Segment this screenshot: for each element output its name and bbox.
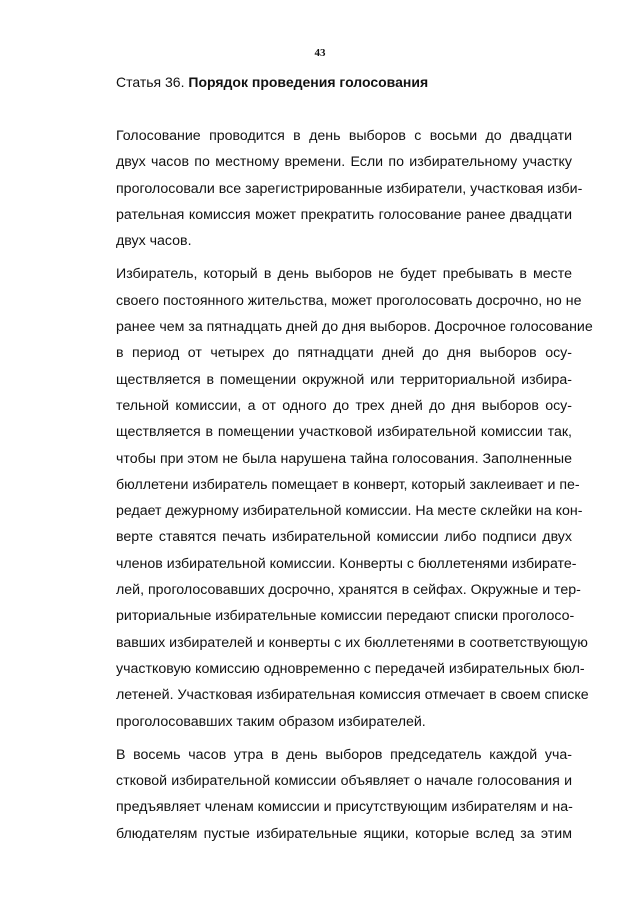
text-line: верте ставятся печать избирательной комиссии либо подписи двух [116, 529, 572, 546]
text-line: участковую комиссию одновременно с передачей избирательных бюл- [116, 660, 585, 677]
text-line: членов избирательной комиссии. Конверты с бюллетенями избирате- [116, 555, 577, 572]
text-line: бюллетени избиратель помещает в конверт, который заклеивает и пе- [116, 476, 580, 493]
text-line: чтобы при этом не была нарушена тайна голосования. Заполненные [116, 450, 572, 467]
text-line: проголосовали все зарегистрированные избиратели, участковая изби- [116, 180, 583, 197]
text-line: Голосование проводится в день выборов с восьми до двадцати [116, 128, 572, 144]
text-line: В восемь часов утра в день выборов председатель каждой уча- [116, 746, 572, 763]
paragraph-3 [74, 742, 572, 847]
text-line: лей, проголосовавших досрочно, хранятся в сейфах. Окружные и тер- [116, 582, 581, 599]
text-line: летеней. Участковая избирательная комиссия отмечает в своем списке [116, 687, 589, 704]
text-line: тельной комиссии, а от одного до трех дней до дня выборов осу- [116, 397, 572, 414]
text-line: стковой избирательной комиссии объявляет о начале голосования и [116, 773, 572, 790]
article-body [74, 123, 593, 854]
text-line: предъявляет членам комиссии и присутствующим избирателям и на- [116, 799, 573, 816]
text-line: ществляется в помещении участковой избирательной комиссии так, [116, 424, 572, 441]
paragraph-1 [74, 123, 583, 254]
text-line: редает дежурному избирательной комиссии. На месте склейки на кон- [116, 503, 583, 520]
text-line: ществляется в помещении окружной или территориальной избира- [116, 371, 572, 388]
text-line: своего постоянного жительства, может проголосовать досрочно, но не [116, 292, 582, 309]
article-heading [116, 74, 428, 90]
text-line: Избиратель, который в день выборов не будет пребывать в месте [116, 266, 572, 283]
paragraph-2 [74, 261, 593, 734]
page-number: 43 [314, 47, 326, 59]
text-line: риториальные избирательные комиссии передают списки проголосо- [116, 608, 575, 625]
text-line: рательная комиссия может прекратить голосование ранее двадцати [116, 206, 572, 223]
article-label: Статья 36. [116, 74, 185, 90]
text-line: двух часов по местному времени. Если по избирательному участку [116, 154, 572, 171]
article-title: Порядок проведения голосования [188, 74, 429, 90]
text-line: ранее чем за пятнадцать дней до дня выборов. Досрочное голосование [116, 319, 593, 336]
text-line: блюдателям пустые избирательные ящики, которые вслед за этим [116, 825, 572, 842]
text-line: проголосовавших таким образом избирателей. [116, 713, 426, 730]
text-line: двух часов. [116, 233, 192, 250]
text-line: в период от четырех до пятнадцати дней до дня выборов осу- [116, 345, 572, 362]
text-line: вавших избирателей и конверты с их бюллетенями в соответствующую [116, 634, 588, 651]
